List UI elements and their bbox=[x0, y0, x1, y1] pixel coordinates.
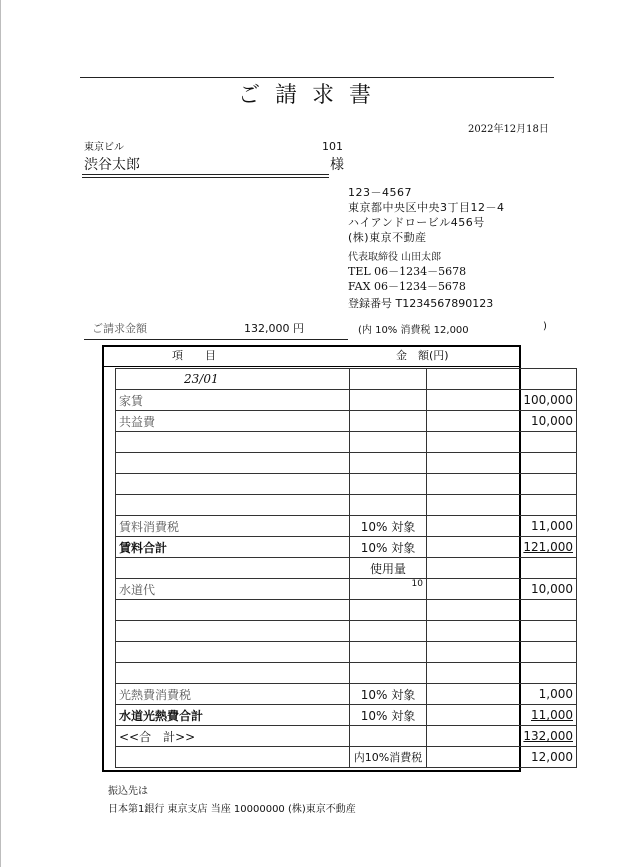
issuer-address: 東京都中央区中央3丁目12－4 bbox=[348, 201, 505, 214]
bank-label: 振込先は bbox=[108, 786, 148, 797]
table-row bbox=[116, 579, 577, 600]
table-row bbox=[116, 453, 577, 474]
row-amount bbox=[427, 642, 577, 663]
invoice-table bbox=[115, 368, 577, 768]
table-row bbox=[116, 621, 577, 642]
row-tag bbox=[350, 390, 427, 411]
row-amount: 10,000 bbox=[427, 579, 577, 600]
header-rule bbox=[104, 366, 519, 367]
table-row bbox=[116, 432, 577, 453]
row-item: 23/01 bbox=[116, 369, 350, 390]
row-item: 光熱費消費税 bbox=[116, 684, 350, 705]
row-tag bbox=[350, 642, 427, 663]
row-amount: 132,000 bbox=[427, 726, 577, 747]
row-item: <<合 計>> bbox=[116, 726, 350, 747]
row-item: 共益費 bbox=[116, 411, 350, 432]
table-row bbox=[116, 642, 577, 663]
amount-label: ご請求金額 bbox=[92, 322, 147, 335]
customer-underline-2 bbox=[82, 177, 329, 178]
page-edge bbox=[0, 0, 1, 867]
row-tag: 内10%消費税 bbox=[350, 747, 427, 768]
table-row bbox=[116, 558, 577, 579]
row-amount bbox=[427, 558, 577, 579]
document-title: ご請求書 bbox=[238, 83, 387, 108]
row-amount bbox=[427, 453, 577, 474]
table-row bbox=[116, 474, 577, 495]
row-amount: 11,000 bbox=[427, 705, 577, 726]
customer-room: 101 bbox=[322, 140, 343, 153]
row-tag bbox=[350, 411, 427, 432]
row-amount bbox=[427, 432, 577, 453]
row-tag: 10% 対象 bbox=[350, 537, 427, 558]
issuer-company: (株)東京不動産 bbox=[348, 231, 427, 244]
row-item bbox=[116, 663, 350, 684]
row-amount: 10,000 bbox=[427, 411, 577, 432]
table-row bbox=[116, 600, 577, 621]
row-amount: 11,000 bbox=[427, 516, 577, 537]
row-tag: 10% 対象 bbox=[350, 684, 427, 705]
row-tag bbox=[350, 369, 427, 390]
row-tag bbox=[350, 495, 427, 516]
row-tag: 10% 対象 bbox=[350, 516, 427, 537]
row-tag bbox=[350, 621, 427, 642]
row-item bbox=[116, 495, 350, 516]
table-row bbox=[116, 537, 577, 558]
row-item bbox=[116, 474, 350, 495]
customer-honorific: 様 bbox=[330, 157, 344, 173]
table-row bbox=[116, 726, 577, 747]
header-amount: 金 額(円) bbox=[396, 349, 449, 362]
row-item bbox=[116, 453, 350, 474]
amount-underline bbox=[84, 339, 348, 340]
row-amount bbox=[427, 621, 577, 642]
row-item bbox=[116, 558, 350, 579]
table-row bbox=[116, 663, 577, 684]
table-row bbox=[116, 705, 577, 726]
row-amount bbox=[427, 663, 577, 684]
row-amount: 1,000 bbox=[427, 684, 577, 705]
issuer-postal: 123－4567 bbox=[348, 186, 412, 199]
issue-date: 2022年12月18日 bbox=[468, 124, 549, 135]
amount-tax-note-close: ) bbox=[543, 321, 547, 332]
row-tag bbox=[350, 453, 427, 474]
row-amount: 121,000 bbox=[427, 537, 577, 558]
row-item: 賃料合計 bbox=[116, 537, 350, 558]
customer-building: 東京ビル bbox=[84, 142, 124, 153]
row-tag bbox=[350, 432, 427, 453]
table-row bbox=[116, 390, 577, 411]
customer-name: 渋谷太郎 bbox=[84, 157, 140, 173]
table-row bbox=[116, 369, 577, 390]
table-row bbox=[116, 411, 577, 432]
row-item bbox=[116, 621, 350, 642]
row-item bbox=[116, 432, 350, 453]
row-amount: 12,000 bbox=[427, 747, 577, 768]
row-item bbox=[116, 642, 350, 663]
issuer-building: ハイアンドロービル456号 bbox=[348, 216, 485, 229]
row-item: 賃料消費税 bbox=[116, 516, 350, 537]
row-item bbox=[116, 747, 350, 768]
row-tag bbox=[350, 726, 427, 747]
issuer-fax: FAX 06－1234－5678 bbox=[348, 280, 466, 293]
row-tag: 10 bbox=[350, 579, 427, 600]
table-row bbox=[116, 684, 577, 705]
row-tag bbox=[350, 474, 427, 495]
row-tag: 10% 対象 bbox=[350, 705, 427, 726]
row-amount bbox=[427, 474, 577, 495]
row-item: 水道光熱費合計 bbox=[116, 705, 350, 726]
row-item: 家賃 bbox=[116, 390, 350, 411]
issuer-registration: 登録番号 T1234567890123 bbox=[348, 297, 494, 310]
issuer-tel: TEL 06－1234－5678 bbox=[348, 265, 467, 278]
row-tag bbox=[350, 600, 427, 621]
row-item: 水道代 bbox=[116, 579, 350, 600]
table-row bbox=[116, 516, 577, 537]
row-amount bbox=[427, 600, 577, 621]
customer-underline-1 bbox=[82, 174, 329, 175]
row-amount bbox=[427, 495, 577, 516]
row-tag: 使用量 bbox=[350, 558, 427, 579]
header-item: 項 目 bbox=[172, 349, 216, 362]
row-tag bbox=[350, 663, 427, 684]
row-item bbox=[116, 600, 350, 621]
bank-detail: 日本第1銀行 東京支店 当座 10000000 (株)東京不動産 bbox=[108, 804, 356, 815]
row-amount: 100,000 bbox=[427, 390, 577, 411]
issuer-representative: 代表取締役 山田太郎 bbox=[348, 252, 442, 263]
table-row bbox=[116, 747, 577, 768]
row-amount bbox=[427, 369, 577, 390]
amount-value: 132,000 円 bbox=[244, 322, 304, 335]
table-row bbox=[116, 495, 577, 516]
amount-tax-note: (内 10% 消費税 12,000 bbox=[358, 325, 469, 336]
